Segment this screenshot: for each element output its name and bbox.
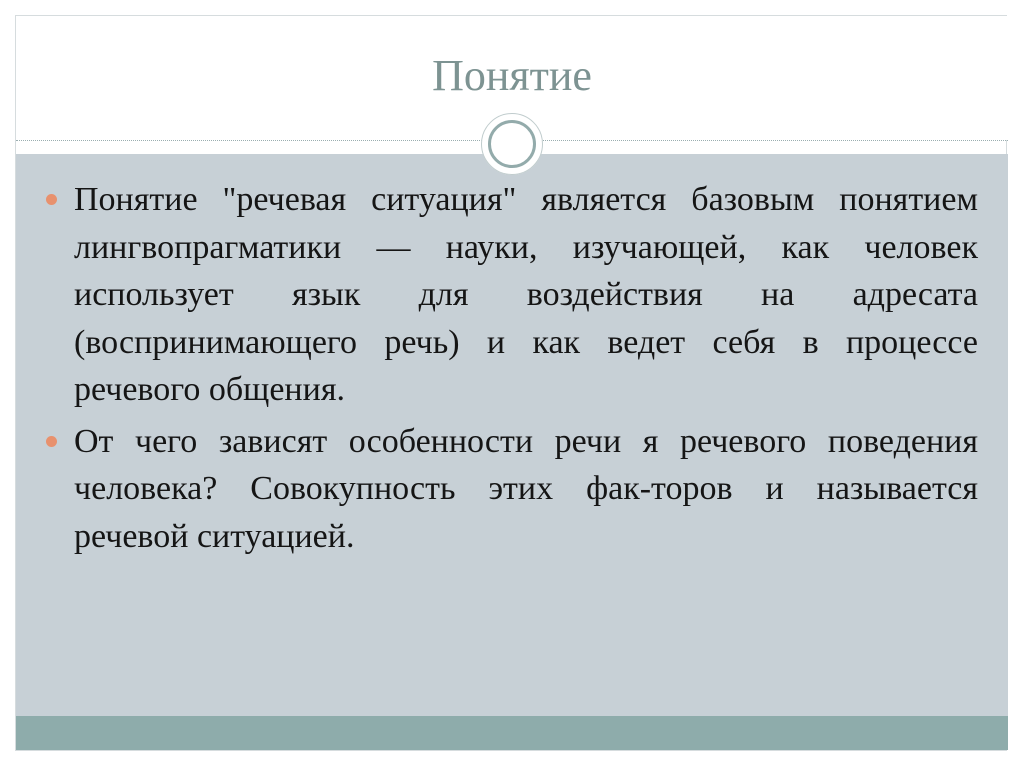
bullet-text: Понятие "речевая ситуация" является базовым понятием лингвопрагматики — науки, изучающей, как человек использует язык для воздействия на адресата (воспринимающего речь) и как ведет себя в процессе речевого общения. [74,181,978,408]
ring-inner-circle [488,120,536,168]
list-item [46,176,978,414]
bullet-dot-icon [46,436,57,447]
bullet-dot-icon [46,194,57,205]
bullet-list [46,176,978,564]
ring-icon [481,113,543,175]
bottom-bar [16,716,1008,750]
bullet-text: От чего зависят особенности речи я речевого поведения человека? Совокупность этих фак-торов и называется речевой ситуацией. [74,422,978,555]
list-item [46,418,978,561]
slide-title: Понятие [432,51,592,100]
